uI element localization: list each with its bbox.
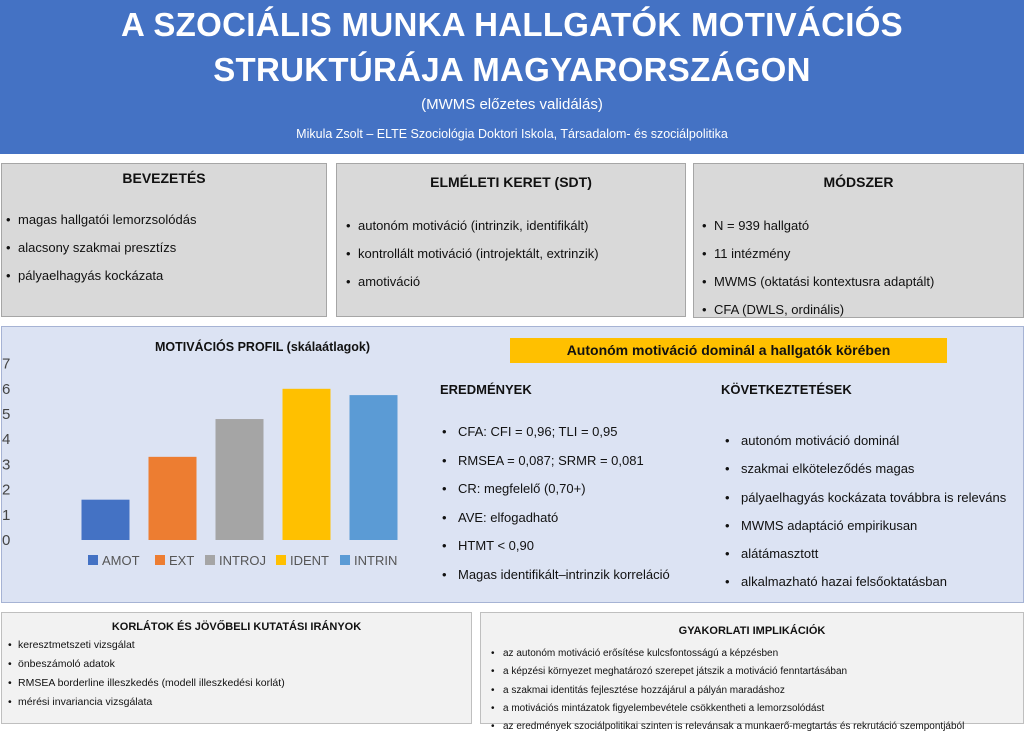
conclusions-title: KÖVETKEZTETÉSEK [721,382,852,397]
title-line-1: A SZOCIÁLIS MUNKA HALLGATÓK MOTIVÁCIÓS [121,6,903,43]
implications-section [480,612,1024,733]
method-section [693,163,1024,318]
y-tick-label: 0 [2,532,11,549]
conclusions-item: • MWMS adaptáció empirikusan [723,518,1023,546]
legend-label: AMOT [102,553,140,568]
y-tick-label: 4 [2,431,11,449]
limitations-item: • keresztmetszeti vizsgálat [8,639,471,658]
method-item: • CFA (DWLS, ordinális) [698,302,1023,330]
results-item: • RMSEA = 0,087; SRMR = 0,081 [440,453,670,482]
theory-section [336,163,686,317]
legend-label: IDENT [290,553,329,568]
limitations-title: KORLÁTOK ÉS JÖVŐBELI KUTATÁSI IRÁNYOK [111,621,362,633]
bar-introj [216,419,264,540]
limitations-list [2,639,471,715]
title-line-2: STRUKTÚRÁJA MAGYARORSZÁGON [213,51,811,88]
implications-item: • a szakmai identitás fejlesztése hozzájárul a pályán maradáshoz [489,685,1023,703]
intro-item: • magas hallgatói lemorzsolódás [2,212,326,240]
results-item: • HTMT < 0,90 [440,538,670,567]
theory-title: ELMÉLETI KERET (SDT) [430,174,592,190]
conclusions-item: • alátámasztott [723,546,1023,574]
results-item: • Magas identifikált–intrinzik korreláció [440,567,670,596]
y-tick-label: 1 [2,506,11,524]
chart-title: MOTIVÁCIÓS PROFIL (skálaátlagok) [154,340,371,354]
limitations-section [1,612,472,724]
conclusions-item: • autonóm motiváció dominál [723,433,1023,461]
results-list [440,424,670,595]
theory-item: • amotiváció [342,274,685,302]
poster-header [0,0,1024,154]
poster-title [0,2,1024,92]
theory-list [337,218,685,302]
poster-subtitle: (MWMS előzetes validálás) [421,96,603,113]
method-list [694,218,1023,330]
method-item: • N = 939 hallgató [698,218,1023,246]
motivation-profile-chart [0,355,500,585]
limitations-item: • önbeszámoló adatok [8,658,471,677]
conclusions-list [723,433,1023,603]
implications-item: • a képzési környezet meghatározó szerepet játszik a motiváció fenntartásában [489,666,1023,684]
implications-item: • a motivációs mintázatok figyelembevétele csökkentheti a lemorzsolódást [489,703,1023,721]
conclusions-item: • alkalmazható hazai felsőoktatásban [723,574,1023,602]
poster-author: Mikula Zsolt – ELTE Szociológia Doktori Iskola, Társadalom- és szociálpolitika [296,127,728,141]
y-tick-label: 5 [2,406,11,423]
conclusions-section [723,433,1023,603]
theory-item: • kontrollált motiváció (introjektált, extrinzik) [342,246,685,274]
results-section [440,424,670,595]
method-title: MÓDSZER [823,174,894,190]
method-item: • MWMS (oktatási kontextusra adaptált) [698,274,1023,302]
results-item: • AVE: elfogadható [440,510,670,539]
bar-ident [283,389,331,540]
implications-title: GYAKORLATI IMPLIKÁCIÓK [678,625,826,637]
legend-label: EXT [169,553,195,568]
legend-label: INTROJ [219,553,266,568]
y-tick-label: 2 [2,481,11,499]
y-tick-label: 3 [2,456,11,474]
legend-swatch [205,555,215,565]
legend-swatch [155,555,165,565]
intro-section [1,163,327,317]
y-tick-label: 6 [2,380,11,398]
legend-swatch [340,555,350,565]
legend-swatch [88,555,98,565]
results-item: • CR: megfelelő (0,70+) [440,481,670,510]
intro-title: BEVEZETÉS [122,170,206,186]
y-tick-label: 7 [2,355,11,373]
bar-amot [82,500,130,540]
results-item: • CFA: CFI = 0,96; TLI = 0,95 [440,424,670,453]
legend-label: INTRIN [354,553,398,568]
results-title: EREDMÉNYEK [440,382,532,397]
limitations-item: • RMSEA borderline illeszkedés (modell illeszkedési korlát) [8,677,471,696]
implications-item: • az autonóm motiváció erősítése kulcsfontosságú a képzésben [489,648,1023,666]
conclusions-item: • pályaelhagyás kockázata továbbra is releváns [723,490,1023,518]
highlight-banner: Autonóm motiváció dominál a hallgatók körében [510,338,947,363]
intro-list [2,212,326,296]
bar-ext [149,457,197,540]
legend-swatch [276,555,286,565]
implications-item: • az eredmények szociálpolitikai szinten is relevánsak a munkaerő-megtartás és rekrutáció szempontjából [489,721,1023,739]
intro-item: • pályaelhagyás kockázata [2,268,326,296]
implications-list [481,648,1023,739]
theory-item: • autonóm motiváció (intrinzik, identifikált) [342,218,685,246]
limitations-item: • mérési invariancia vizsgálata [8,696,471,715]
conclusions-item: • szakmai elköteleződés magas [723,461,1023,489]
intro-item: • alacsony szakmai presztízs [2,240,326,268]
method-item: • 11 intézmény [698,246,1023,274]
bar-intrin [350,395,398,540]
